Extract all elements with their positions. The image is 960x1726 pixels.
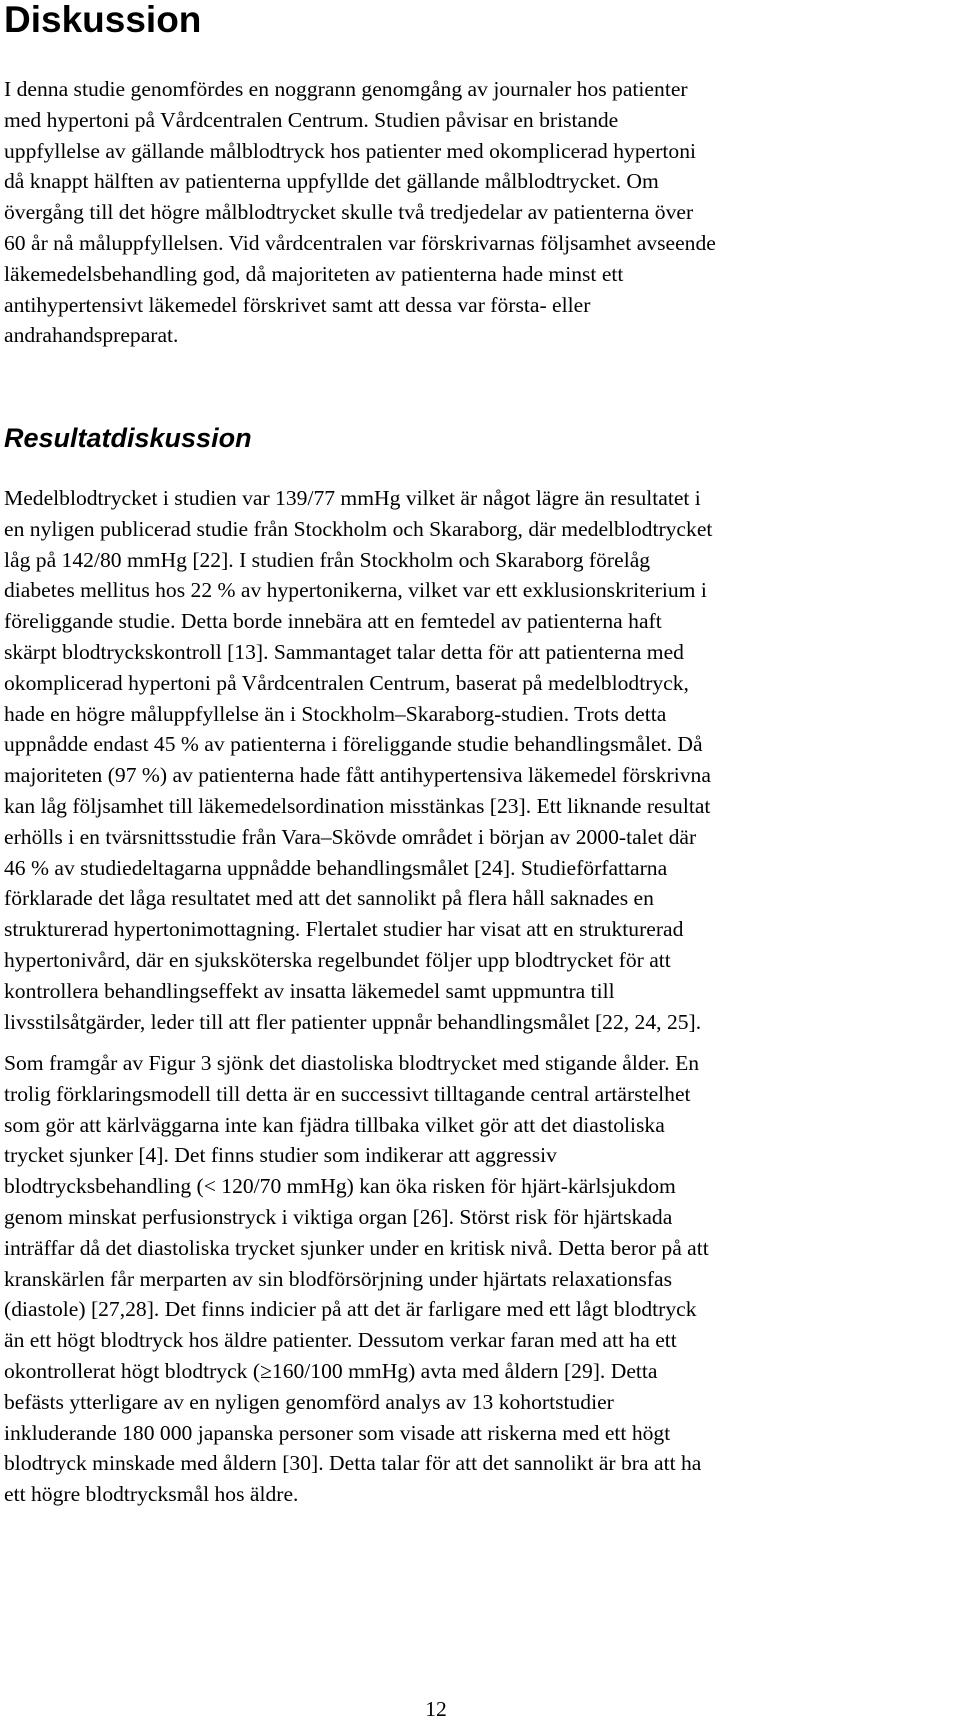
paragraph-line: strukturerad hypertonimottagning. Flertalet studier har visat att en strukturerad	[4, 917, 684, 942]
paragraph-line: Medelblodtrycket i studien var 139/77 mmHg vilket är något lägre än resultatet i	[4, 486, 701, 510]
paragraph-line: trolig förklaringsmodell till detta är en successivt tilltagande central artärstelhet	[4, 1081, 691, 1106]
paragraph-line: kranskärlen får merparten av sin blodförsörjning under hjärtats relaxationsfas	[4, 1266, 672, 1291]
paragraph-line: skärpt blodtryckskontroll [13]. Sammantaget talar detta för att patienterna med	[4, 639, 684, 664]
paragraph-line: blodtrycksbehandling (< 120/70 mmHg) kan öka risken för hjärt-kärlsjukdom	[4, 1174, 676, 1199]
paragraph-line: med hypertoni på Vårdcentralen Centrum. Studien påvisar en bristande	[4, 107, 619, 132]
paragraph-line: som gör att kärlväggarna inte kan fjädra tillbaka vilket gör att det diastoliska	[4, 1112, 665, 1137]
paragraph-line: övergång till det högre målblodtrycket skulle två tredjedelar av patienterna över	[4, 200, 694, 225]
paragraph-line: 46 % av studiedeltagarna uppnådde behandlingsmålet [24]. Studieförfattarna	[4, 855, 668, 880]
paragraph-line: hade en högre måluppfyllelse än i Stockholm–Skaraborg-studien. Trots detta	[4, 701, 667, 726]
paragraph-line: då knappt hälften av patienterna uppfyllde det gällande målblodtrycket. Om	[4, 169, 659, 194]
diastolic-paragraph	[4, 1048, 709, 1510]
paragraph-line: okomplicerad hypertoni på Vårdcentralen Centrum, baserat på medelblodtryck,	[4, 670, 689, 695]
paragraph-line: trycket sjunker [4]. Det finns studier som indikerar att aggressiv	[4, 1143, 557, 1168]
paragraph-line: I denna studie genomfördes en noggrann genomgång av journaler hos patienter	[4, 77, 688, 101]
paragraph-line: förklarade det låga resultatet med att det sannolikt på flera håll saknades en	[4, 886, 654, 911]
paragraph-line: 60 år nå måluppfyllelsen. Vid vårdcentralen var förskrivarnas följsamhet avseende	[4, 230, 716, 255]
paragraph-line: majoriteten (97 %) av patienterna hade fått antihypertensiva läkemedel förskrivna	[4, 763, 711, 788]
paragraph-line: ett högre blodtrycksmål hos äldre.	[4, 1482, 299, 1507]
paragraph-line: livsstilsåtgärder, leder till att fler patienter uppnår behandlingsmålet [22, 24, 25].	[4, 1009, 702, 1034]
results-paragraph	[4, 483, 712, 1037]
paragraph-line: diabetes mellitus hos 22 % av hypertonikerna, vilket var ett exklusionskriterium i	[4, 578, 707, 603]
paragraph-line: kan låg följsamhet till läkemedelsordination misstänkas [23]. Ett liknande resultat	[4, 793, 711, 818]
subsection-heading: Resultatdiskussion	[4, 423, 252, 453]
paragraph-line: låg på 142/80 mmHg [22]. I studien från Stockholm och Skaraborg förelåg	[4, 547, 651, 572]
paragraph-line: inkluderande 180 000 japanska personer som visade att riskerna med ett högt	[4, 1420, 671, 1445]
section-heading: Diskussion	[4, 0, 202, 40]
paragraph-line: en nyligen publicerad studie från Stockholm och Skaraborg, där medelblodtrycket	[4, 516, 713, 541]
paragraph-line: än ett högt blodtryck hos äldre patienter. Dessutom verkar faran med att ha ett	[4, 1328, 677, 1353]
paragraph-line: uppnådde endast 45 % av patienterna i föreliggande studie behandlingsmålet. Då	[4, 732, 703, 757]
paragraph-line: antihypertensivt läkemedel förskrivet samt att dessa var första- eller	[4, 292, 591, 317]
paragraph-line: genom minskat perfusionstryck i viktiga organ [26]. Störst risk för hjärtskada	[4, 1204, 673, 1229]
paragraph-line: (diastole) [27,28]. Det finns indicier på att det är farligare med ett lågt blodtryck	[4, 1297, 697, 1322]
intro-paragraph	[4, 74, 716, 351]
paragraph-line: blodtryck minskade med åldern [30]. Detta talar för att det sannolikt är bra att ha	[4, 1451, 702, 1476]
paragraph-line: Som framgår av Figur 3 sjönk det diastoliska blodtrycket med stigande ålder. En	[4, 1051, 700, 1075]
page-number: 12	[425, 1697, 447, 1721]
paragraph-line: erhölls i en tvärsnittsstudie från Vara–Skövde området i början av 2000-talet där	[4, 824, 697, 849]
paragraph-line: uppfyllelse av gällande målblodtryck hos patienter med okomplicerad hypertoni	[4, 138, 696, 163]
paragraph-line: kontrollera behandlingseffekt av insatta läkemedel samt uppmuntra till	[4, 978, 615, 1003]
paragraph-line: andrahandspreparat.	[4, 323, 179, 348]
paragraph-line: läkemedelsbehandling god, då majoriteten av patienterna hade minst ett	[4, 261, 624, 286]
paragraph-line: okontrollerat högt blodtryck (≥160/100 mmHg) avta med åldern [29]. Detta	[4, 1358, 658, 1383]
paragraph-line: hypertonivård, där en sjuksköterska regelbundet följer upp blodtrycket för att	[4, 947, 671, 972]
paragraph-line: inträffar då det diastoliska trycket sjunker under en kritisk nivå. Detta beror på att	[4, 1235, 709, 1260]
paragraph-line: befästs ytterligare av en nyligen genomförd analys av 13 kohortstudier	[4, 1389, 614, 1414]
paragraph-line: föreliggande studie. Detta borde innebära att en femtedel av patienterna haft	[4, 609, 662, 634]
